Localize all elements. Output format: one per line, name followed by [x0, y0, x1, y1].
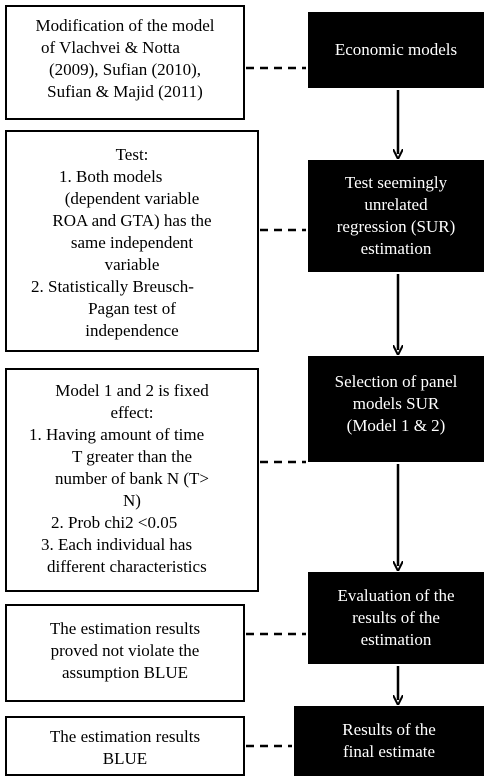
text-line: of Vlachvei & Notta	[41, 38, 180, 57]
text-line: (2009), Sufian (2010),	[48, 60, 202, 79]
text-line: N)	[123, 491, 141, 510]
text-line: estimation	[360, 239, 432, 258]
text-line: variable	[104, 255, 160, 274]
text-line: Sufian & Majid (2011)	[47, 82, 203, 101]
text-line: Modification of the model	[35, 16, 215, 35]
text-line: (dependent variable	[64, 189, 200, 208]
text-line: Evaluation of the	[337, 586, 455, 605]
text-line: same independent	[70, 233, 194, 252]
text-line: ROA and GTA) has the	[52, 211, 212, 230]
text-line: models SUR	[352, 394, 440, 413]
text-line: Test seemingly	[344, 173, 448, 192]
text-line: 1. Both models	[59, 167, 163, 186]
text-line: Model 1 and 2 is fixed	[55, 381, 209, 400]
text-line: 2. Statistically Breusch-	[31, 277, 194, 296]
text-line: results of the	[352, 608, 440, 627]
text-line: proved not violate the	[50, 641, 200, 660]
text-line: unrelated	[364, 195, 428, 214]
text-line: independence	[85, 321, 179, 340]
text-line: T greater than the	[71, 447, 193, 466]
text-line: 3. Each individual has	[41, 535, 193, 554]
text-line: Selection of panel	[334, 372, 458, 391]
text-line: regression (SUR)	[336, 217, 456, 236]
text-line: Results of the	[342, 720, 436, 739]
text-line: BLUE	[102, 749, 148, 768]
text-line: assumption BLUE	[61, 663, 189, 682]
text-line: final estimate	[342, 742, 436, 761]
text-line: 1. Having amount of time	[29, 425, 205, 444]
text-line: 2. Prob chi2 <0.05	[51, 513, 178, 532]
text-line: effect:	[110, 403, 154, 422]
text-line: Test:	[115, 145, 149, 164]
text-line: different characteristics	[47, 557, 207, 576]
text-line: Pagan test of	[88, 299, 176, 318]
text-line: number of bank N (T>	[54, 469, 210, 488]
text-line: (Model 1 & 2)	[346, 416, 446, 435]
text-line: estimation	[360, 630, 432, 649]
text-line: The estimation results	[49, 619, 201, 638]
text-line: The estimation results	[49, 727, 201, 746]
text-line: Economic models	[334, 40, 458, 59]
